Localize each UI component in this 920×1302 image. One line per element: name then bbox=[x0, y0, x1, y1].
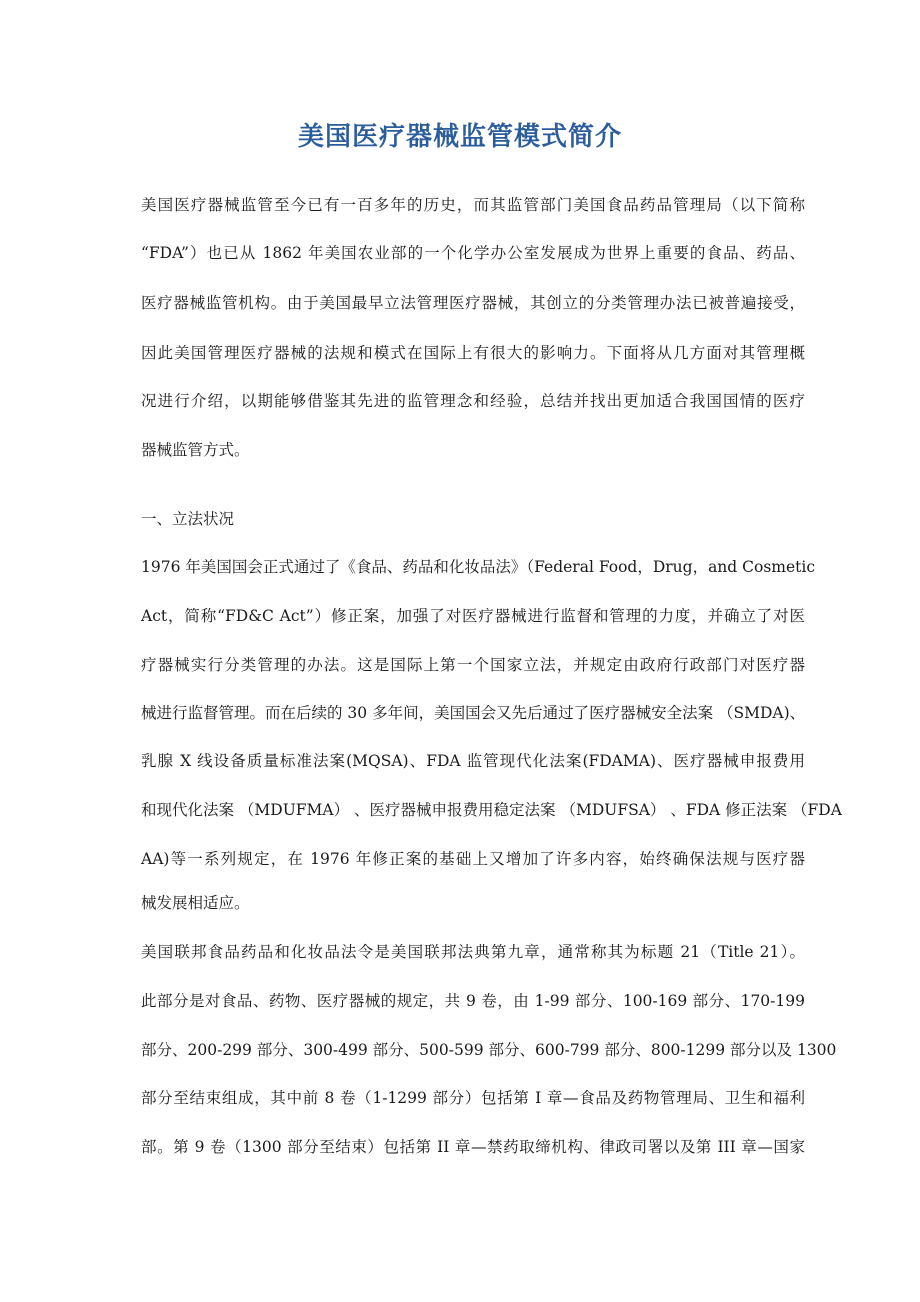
section2-line-1: 美国联邦食品药品和化妆品法令是美国联邦法典第九章，通常称其为标题 21（Title 21）。 bbox=[141, 943, 805, 961]
intro-line-5: 况进行介绍，以期能够借鉴其先进的监管理念和经验，总结并找出更加适合我国国情的医疗 bbox=[141, 392, 805, 410]
section2-line-4: 部分至结束组成，其中前 8 卷（1-1299 部分）包括第 I 章—食品及药物管理局、卫生和福利 bbox=[141, 1089, 805, 1107]
section1-line-1: 1976 年美国国会正式通过了《食品、药品和化妆品法》（Federal Food，Drug，and Cosmetic bbox=[141, 558, 816, 576]
document-title: 美国医疗器械监管模式简介 bbox=[297, 122, 622, 152]
section1-line-8: 械发展相适应。 bbox=[141, 894, 250, 912]
section1-line-3: 疗器械实行分类管理的办法。这是国际上第一个国家立法，并规定由政府行政部门对医疗器 bbox=[141, 656, 805, 674]
section1-line-2: Act，简称“FD&C Act”）修正案，加强了对医疗器械进行监督和管理的力度，并确立了对医 bbox=[141, 607, 805, 625]
section1-line-4: 械进行监督管理。而在后续的 30 多年间，美国国会又先后通过了医疗器械安全法案 （SMDA)、 bbox=[141, 704, 806, 722]
section2-line-3: 部分、200-299 部分、300-499 部分、500-599 部分、600-799 部分、800-1299 部分以及 1300 bbox=[141, 1041, 837, 1059]
section1-line-5: 乳腺 X 线设备质量标准法案(MQSA)、FDA 监管现代化法案(FDAMA)、医疗器械申报费用 bbox=[141, 752, 805, 770]
intro-line-4: 因此美国管理医疗器械的法规和模式在国际上有很大的影响力。下面将从几方面对其管理概 bbox=[141, 344, 805, 362]
intro-line-2: “FDA”）也已从 1862 年美国农业部的一个化学办公室发展成为世界上重要的食品、药品、 bbox=[141, 244, 805, 262]
section-heading-legislation: 一、立法状况 bbox=[141, 510, 235, 528]
section2-line-5: 部。第 9 卷（1300 部分至结束）包括第 II 章—禁药取缔机构、律政司署以及第 III 章—国家 bbox=[141, 1138, 805, 1156]
section1-line-6: 和现代化法案 （MDUFMA） 、医疗器械申报费用稳定法案 （MDUFSA） 、FDA 修正法案 （FDA bbox=[141, 801, 842, 819]
intro-line-6: 器械监管方式。 bbox=[141, 441, 250, 459]
intro-line-1: 美国医疗器械监管至今已有一百多年的历史，而其监管部门美国食品药品管理局（以下简称 bbox=[141, 196, 805, 214]
section1-line-7: AA)等一系列规定，在 1976 年修正案的基础上又增加了许多内容，始终确保法规与医疗器 bbox=[141, 850, 805, 868]
section2-line-2: 此部分是对食品、药物、医疗器械的规定，共 9 卷，由 1-99 部分、100-169 部分、170-199 bbox=[141, 992, 805, 1010]
intro-line-3: 医疗器械监管机构。由于美国最早立法管理医疗器械，其创立的分类管理办法已被普遍接受， bbox=[141, 294, 805, 312]
